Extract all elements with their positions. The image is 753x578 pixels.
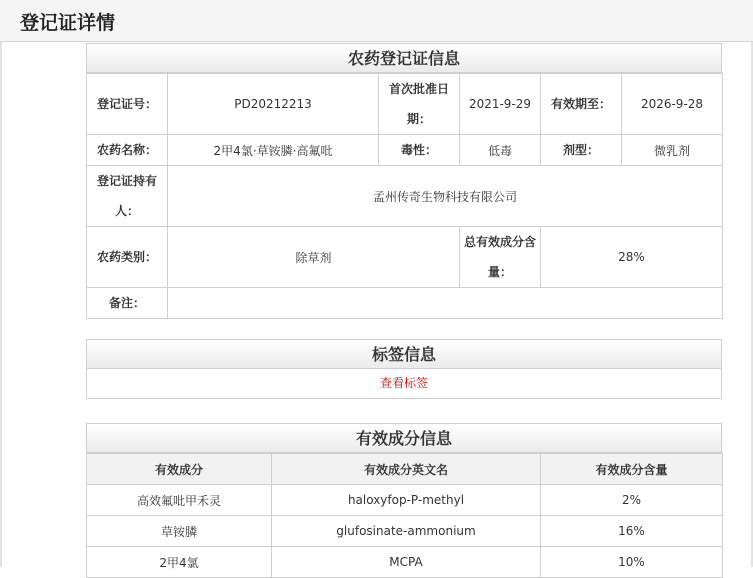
ingredient-en-name: MCPA (272, 547, 541, 578)
table-row (87, 547, 723, 578)
registration-section-title: 农药登记证信息 (86, 43, 722, 73)
ingredient-content: 2% (541, 485, 723, 516)
ingredient-en-header: 有效成分英文名 (272, 454, 541, 485)
remark-value (168, 288, 723, 319)
page-header (0, 0, 753, 42)
remark-label: 备注： (87, 288, 168, 319)
table-row (87, 516, 723, 547)
reg-no-value: PD20212213 (168, 74, 379, 135)
page-title: 登记证详情 (20, 12, 116, 34)
pesticide-name-value: 2甲4氯·草铵膦·高氟吡 (168, 135, 379, 166)
label-link-row (86, 369, 722, 399)
holder-value: 孟州传奇生物科技有限公司 (168, 166, 723, 227)
ingredient-content-header: 有效成分含量 (541, 454, 723, 485)
ingredient-content: 10% (541, 547, 723, 578)
registration-section (86, 43, 722, 319)
valid-until-value: 2026-9-28 (622, 74, 723, 135)
ingredient-en-name: glufosinate-ammonium (272, 516, 541, 547)
ingredients-table (86, 453, 723, 578)
ingredients-section-title: 有效成分信息 (86, 423, 722, 453)
category-label: 农药类别： (87, 227, 168, 288)
registration-table (86, 73, 723, 319)
valid-until-label: 有效期至： (541, 74, 622, 135)
formulation-value: 微乳剂 (622, 135, 723, 166)
ingredient-name: 2甲4氯 (87, 547, 272, 578)
view-label-link[interactable]: 查看标签 (379, 376, 428, 390)
left-divider (0, 42, 2, 567)
first-approval-label: 首次批准日期： (379, 74, 460, 135)
reg-no-label: 登记证号： (87, 74, 168, 135)
ingredients-section (86, 423, 722, 578)
ingredient-content: 16% (541, 516, 723, 547)
holder-label: 登记证持有人： (87, 166, 168, 227)
formulation-label: 剂型： (541, 135, 622, 166)
pesticide-name-label: 农药名称： (87, 135, 168, 166)
toxicity-value: 低毒 (460, 135, 541, 166)
label-section-title: 标签信息 (86, 339, 722, 369)
ingredient-name: 高效氟吡甲禾灵 (87, 485, 272, 516)
total-content-label: 总有效成分含量： (460, 227, 541, 288)
category-value: 除草剂 (168, 227, 460, 288)
toxicity-label: 毒性： (379, 135, 460, 166)
label-section (86, 339, 722, 399)
ingredient-en-name: haloxyfop-P-methyl (272, 485, 541, 516)
ingredient-name: 草铵膦 (87, 516, 272, 547)
total-content-value: 28% (541, 227, 723, 288)
table-row (87, 485, 723, 516)
first-approval-value: 2021-9-29 (460, 74, 541, 135)
ingredient-header: 有效成分 (87, 454, 272, 485)
